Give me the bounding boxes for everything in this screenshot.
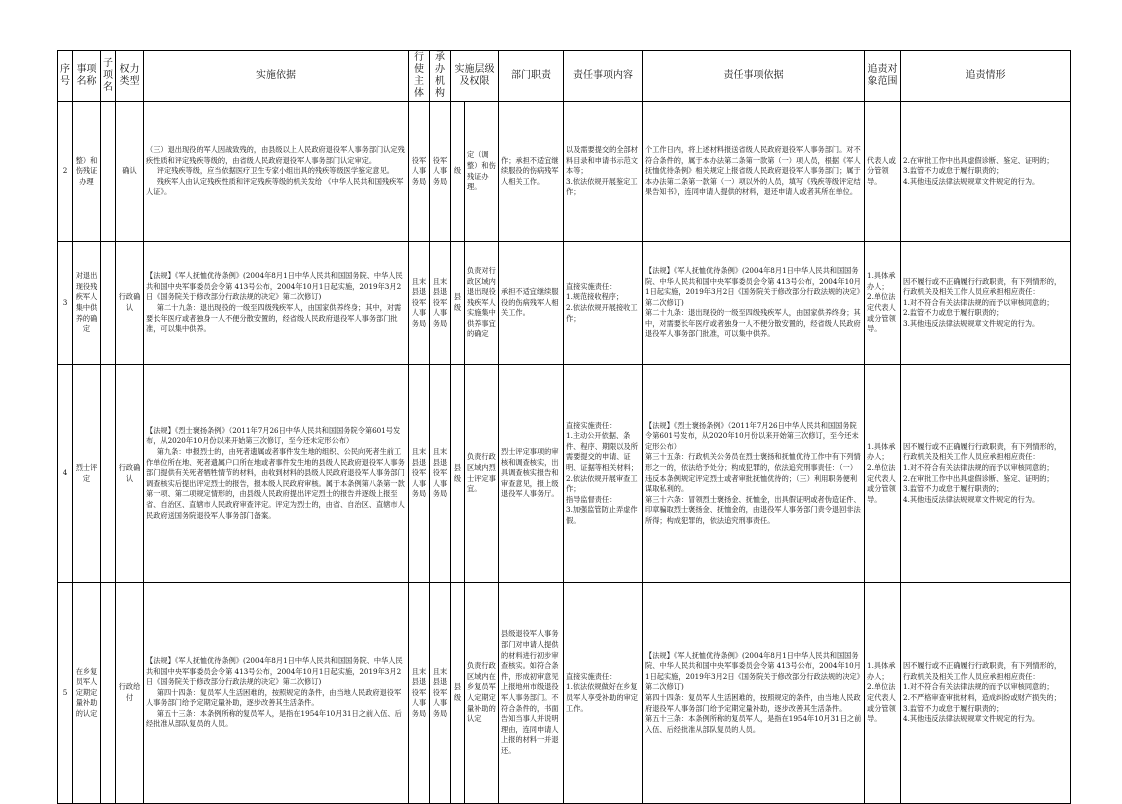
header-resp-basis: 责任事项依据 bbox=[643, 51, 865, 102]
cell-resp-content: 直接实施责任： 1.依法依规做好在乡复员军人享受补助的审定工作。 bbox=[564, 583, 643, 804]
header-dept-duty: 部门职责 bbox=[499, 51, 564, 102]
cell-dept-duty: 烈士评定事项的审核和调查核实，出具调查核实报告和审查意见，报上级退役军人事务厅。 bbox=[499, 365, 564, 583]
cell-seq: 4 bbox=[58, 365, 73, 583]
table-body bbox=[58, 102, 1071, 804]
cell-level: 级 bbox=[451, 102, 465, 242]
cell-undertaker: 且末县退役军人事务局 bbox=[430, 365, 451, 583]
cell-undertaker: 且末县退役军人事务局 bbox=[430, 242, 451, 365]
cell-circumstance: 因不履行或不正确履行行政职责，有下列情形的，行政机关及相关工作人员应承担相应责任： 1.对不符合有关法律法规的而予以审核同意的； 2.在审批工作中出具虚假诊断、鉴定、证明的； 3.监管不力或怠于履行职责的； 4.其他违反法律法规规章文件规定的行为。 bbox=[901, 365, 1071, 583]
cell-resp-basis: 个工作日内，将上述材料报送省级人民政府退役军人事务部门。对不符合条件的，属于本办法第二条第一款第（一）项人员，根据《军人抚恤优待条例》相关规定上报省级人民政府退役军人事务部门；属于本办法第二条第一款第（一）项以外的人员，填写《残疾等级评定结果告知书》，连同申请人提供的材料，退还申请人或者其所在单位。 bbox=[643, 102, 865, 242]
cell-level-power: 负责行政区域内在乡复员军人定期定量补助的认定 bbox=[465, 583, 499, 804]
cell-item-name: 整）和伤残证办理 bbox=[73, 102, 101, 242]
header-power-type: 权力类型 bbox=[116, 51, 144, 102]
cell-target: 1.具体承办人； 2.单位法定代表人或分管领导。 bbox=[865, 242, 901, 365]
cell-item-name: 对退出现役残疾军人集中供养的确定 bbox=[73, 242, 101, 365]
power-list-table bbox=[57, 50, 1071, 804]
header-undertaker: 承办机构 bbox=[430, 51, 451, 102]
cell-dept-duty: 县级退役军人事务部门对申请人提供的材料进行初步审查核实。如符合条件，形成初审意见上报地州市级退役军人事务部门。不符合条件的，书面告知当事人并说明理由，连同申请人上报的材料一并退还。 bbox=[499, 583, 564, 804]
cell-basis: 【法规】《军人抚恤优待条例》(2004年8月1日中华人民共和国国务院、中华人民共和国中央军事委员会令第 413号公布，2004年10月1日起实施，2019年3月2日《国务院关于修改部分行政法规的决定》第二次修订) 第二十九条：退出现役的一级至四级残疾军人，由国家供养终身；其中，对需要长年医疗或者独身一人不便分散安置的，经省级人民政府退役军人事务部门批准，可以集中供养。 bbox=[144, 242, 409, 365]
cell-power-type: 行政给付 bbox=[116, 583, 144, 804]
cell-level-power: 负责对行政区域内退出现役残疾军人实施集中供养事宜的确定 bbox=[465, 242, 499, 365]
cell-executor: 且末县退役军人事务局 bbox=[409, 583, 430, 804]
cell-power-type: 确认 bbox=[116, 102, 144, 242]
cell-circumstance: 因不履行或不正确履行行政职责，有下列情形的，行政机关及相关工作人员应承担相应责任： 1.对不符合有关法律法规的而予以审核同意的； 2.不严格审查审批材料，造成纠纷或财产损失的； 3.监管不力或怠于履行职责的； 4.其他违反法律法规规章文件规定的行为。 bbox=[901, 583, 1071, 804]
cell-dept-duty: 作；承担不适宜继续服役的伤病残军人相关工作。 bbox=[499, 102, 564, 242]
cell-level: 县级 bbox=[451, 242, 465, 365]
header-row bbox=[58, 51, 1071, 102]
cell-item-name: 烈士评定 bbox=[73, 365, 101, 583]
cell-resp-basis: 【法规】《烈士褒扬条例》（2011年7月26日中华人民共和国国务院令第601号发布，从2020年10月份以来开始第三次修订，至今还未定形公布） 第三十五条：行政机关公务员在烈士褒扬和抚恤优待工作中有下列情形之一的，依法给予处分；构成犯罪的，依法追究刑事责任：（一）违反本条例规定评定烈士或者审批抚恤优待的；（三）利用职务便利谋取私利的。 第三十六条：冒领烈士褒扬金、抚恤金，出具假证明或者伪造证件、印章骗取烈士褒扬金、抚恤金的，由退役军人事务部门责令退回非法所得；构成犯罪的，依法追究刑事责任。 bbox=[643, 365, 865, 583]
table-row bbox=[58, 583, 1071, 804]
cell-executor: 役军人事务局 bbox=[409, 102, 430, 242]
cell-resp-basis: 【法规】《军人抚恤优待条例》(2004年8月1日中华人民共和国国务院、中华人民共和国中央军事委员会令第 413号公布，2004年10月1日起实施，2019年3月2日《国务院关于修改部分行政法规的决定》第二次修订) 第四十四条：复员军人生活困难的，按照规定的条件，由当地人民政府退役军人事务部门给予定期定量补助，逐步改善其生活条件。 第五十三条：本条例所称的复员军人，是指在1954年10月31日之前入伍、后经批准从部队复员的人员。 bbox=[643, 583, 865, 804]
cell-sub-item bbox=[101, 365, 116, 583]
cell-circumstance: 2.在审批工作中出具虚假诊断、鉴定、证明的； 3.监管不力或怠于履行职责的； 4.其他违反法律法规规章文件规定的行为。 bbox=[901, 102, 1071, 242]
cell-seq: 2 bbox=[58, 102, 73, 242]
table-row bbox=[58, 102, 1071, 242]
header-circumstance: 追责情形 bbox=[901, 51, 1071, 102]
cell-item-name: 在乡复员军人定期定量补助的认定 bbox=[73, 583, 101, 804]
cell-target: 1.具体承办人； 2.单位法定代表人或分管领导。 bbox=[865, 583, 901, 804]
cell-executor: 且末县退役军人事务局 bbox=[409, 365, 430, 583]
header-basis: 实施依据 bbox=[144, 51, 409, 102]
cell-basis: 【法规】《烈士褒扬条例》（2011年7月26日中华人民共和国国务院令第601号发布，从2020年10月份以来开始第三次修订，至今还未定形公布） 第九条：申报烈士的，由死者遗属或者事件发生地的组织、公民向死者生前工作单位所在地、死者遗属户口所在地或者事件发生地的县级人民政府退役军人事务部门提供有关死者牺牲情节的材料，由收到材料的县级人民政府退役军人事务部门调查核实后提出评定烈士的报告，报本级人民政府审核。属于本条例第八条第一款第一项、第二项规定情形的，由县级人民政府提出评定烈士的报告并逐级上报至省、自治区、直辖市人民政府审查评定。评定为烈士的，由省、自治区、直辖市人民政府送国务院退役军人事务部门备案。 bbox=[144, 365, 409, 583]
cell-resp-content: 以及需要提交的全部材料目录和申请书示范文本等； 3.依法依规开展鉴定工作； bbox=[564, 102, 643, 242]
cell-target: 代表人或分管领导。 bbox=[865, 102, 901, 242]
cell-seq: 5 bbox=[58, 583, 73, 804]
header-level: 实施层级及权限 bbox=[451, 51, 499, 102]
cell-executor: 且末县退役军人事务局 bbox=[409, 242, 430, 365]
cell-resp-content: 直接实施责任： 1.规范接收程序； 2.依法依规开展接收工作； bbox=[564, 242, 643, 365]
header-sub-item: 子项名 bbox=[101, 51, 116, 102]
cell-seq: 3 bbox=[58, 242, 73, 365]
cell-level-power: 负责行政区域内烈士评定事宜。 bbox=[465, 365, 499, 583]
cell-power-type: 行政确认 bbox=[116, 242, 144, 365]
cell-undertaker: 役军人事务局 bbox=[430, 102, 451, 242]
cell-level: 县级 bbox=[451, 583, 465, 804]
cell-basis: 【法规】《军人抚恤优待条例》(2004年8月1日中华人民共和国国务院、中华人民共和国中央军事委员会令第 413号公布，2004年10月1日起实施，2019年3月2日《国务院关于修改部分行政法规的决定》第二次修订) 第四十四条：复员军人生活困难的，按照规定的条件，由当地人民政府退役军人事务部门给予定期定量补助，逐步改善其生活条件。 第五十三条：本条例所称的复员军人，是指在1954年10月31日之前入伍、后经批准从部队复员的人员。 bbox=[144, 583, 409, 804]
cell-sub-item bbox=[101, 242, 116, 365]
cell-power-type: 行政确认 bbox=[116, 365, 144, 583]
cell-sub-item bbox=[101, 583, 116, 804]
header-seq: 序号 bbox=[58, 51, 73, 102]
header-target: 追责对象范围 bbox=[865, 51, 901, 102]
cell-level-power: 定（调整）和伤残证办理。 bbox=[465, 102, 499, 242]
cell-circumstance: 因不履行或不正确履行行政职责，有下列情形的，行政机关及相关工作人员应承担相应责任： 1.对不符合有关法律法规的而予以审核同意的； 2.监管不力或怠于履行职责的； 3.其他违反法律法规规章文件规定的行为。 bbox=[901, 242, 1071, 365]
cell-level: 县级 bbox=[451, 365, 465, 583]
cell-undertaker: 且末县退役军人事务局 bbox=[430, 583, 451, 804]
cell-basis: （三）退出现役的军人因战致残的，由县级以上人民政府退役军人事务部门认定残疾性质和评定残疾等级的，由省级人民政府退役军人事务部门认定审定。 评定残疾等级，应当依据医疗卫生专家小组出具的残疾等级医学鉴定意见。 残疾军人由认定残疾性质和评定残疾等级的机关发给 《中华人民共和国残疾军人证》。 bbox=[144, 102, 409, 242]
header-resp-content: 责任事项内容 bbox=[564, 51, 643, 102]
header-executor: 行使主体 bbox=[409, 51, 430, 102]
cell-resp-basis: 【法规】《军人抚恤优待条例》(2004年8月1日中华人民共和国国务院、中华人民共和国中央军事委员会令第 413号公布，2004年10月1日起实施，2019年3月2日《国务院关于修改部分行政法规的决定》第二次修订) 第二十九条：退出现役的一级至四级残疾军人，由国家供养终身；其中，对需要长年医疗或者独身一人不便分散安置的，经省级人民政府退役军人事务部门批准，可以集中供养。 bbox=[643, 242, 865, 365]
cell-target: 1.具体承办人； 2.单位法定代表人或分管领导。 bbox=[865, 365, 901, 583]
cell-dept-duty: 承担不适宜继续服役的伤病残军人相关工作。 bbox=[499, 242, 564, 365]
table-row bbox=[58, 242, 1071, 365]
header-item-name: 事项名称 bbox=[73, 51, 101, 102]
cell-sub-item bbox=[101, 102, 116, 242]
cell-resp-content: 直接实施责任： 1.主动公开依据、条件、程序、期限以及所需要提交的申请、证明、证据等相关材料； 2.依法依规开展审查工作； 指导监督责任： 3.加强监管防止弄虚作假。 bbox=[564, 365, 643, 583]
table-row bbox=[58, 365, 1071, 583]
